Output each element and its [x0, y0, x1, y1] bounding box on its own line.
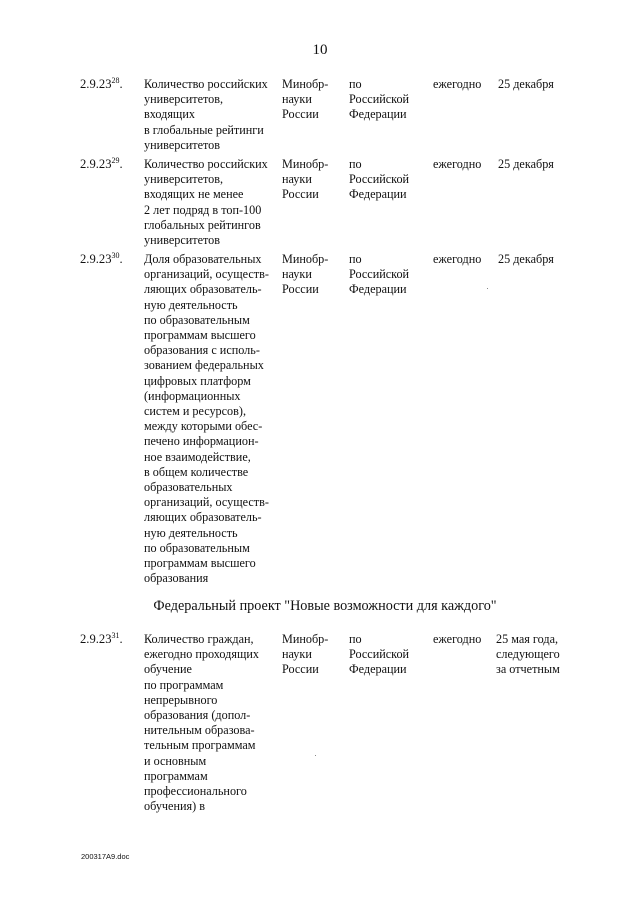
responsible-agency: Минобр- науки России [282, 252, 329, 297]
deadline: 25 декабря [498, 157, 554, 171]
row-number: 2.9.23$^{30}$. [80, 251, 123, 266]
territorial-level: по Российской Федерации [349, 632, 410, 677]
responsible-agency: Минобр- науки России [282, 77, 329, 122]
row-number-superscript: 29 [111, 156, 120, 165]
territorial-level: по Российской Федерации [349, 252, 410, 297]
indicator-name: Количество граждан, ежегодно проходящих обучение по программам непрерывного образования (допол- нительным образова- тельным программам и основным программам профессионального обучения) в [144, 632, 259, 814]
row-number: 2.9.23$^{28}$. [80, 76, 123, 91]
scan-speck [315, 755, 316, 756]
frequency: ежегодно [433, 632, 482, 646]
territorial-level: по Российской Федерации [349, 157, 410, 202]
row-number: 2.9.23$^{31}$. [80, 631, 123, 646]
indicator-name: Количество российских университетов, входящих в глобальные рейтинги университетов [144, 77, 268, 152]
responsible-agency: Минобр- науки России [282, 157, 329, 202]
deadline: 25 мая года, следующего за отчетным [496, 632, 560, 677]
frequency: ежегодно [433, 252, 482, 266]
indicator-name: Количество российских университетов, входящих не менее 2 лет подряд в топ-100 глобальных рейтингов университетов [144, 157, 268, 248]
deadline: 25 декабря [498, 77, 554, 91]
deadline: 25 декабря [498, 252, 554, 266]
row-number-superscript: 28 [111, 76, 120, 85]
section-title: Федеральный проект "Новые возможности для каждого" [153, 598, 497, 614]
territorial-level: по Российской Федерации [349, 77, 410, 122]
row-number: 2.9.23$^{29}$. [80, 156, 123, 171]
page-number: 10 [312, 42, 328, 58]
footer-filename: 200317A9.doc [81, 852, 130, 861]
row-number-superscript: 31 [111, 631, 120, 640]
indicator-name: Доля образовательных организаций, осуществ- ляющих образователь- ную деятельность по образовательным программам высшего образования с исполь- зованием федеральных цифровых платформ (информационных систем и ресурсов), между которыми обес- печено информацион- ное взаимодействие, в общем количестве образовательных организаций, осуществ- ляющих образователь- ную деятельность по образовательным программам высшего образования [144, 252, 269, 586]
row-number-superscript: 30 [111, 251, 120, 260]
scan-speck [487, 288, 488, 289]
frequency: ежегодно [433, 77, 482, 91]
frequency: ежегодно [433, 157, 482, 171]
responsible-agency: Минобр- науки России [282, 632, 329, 677]
